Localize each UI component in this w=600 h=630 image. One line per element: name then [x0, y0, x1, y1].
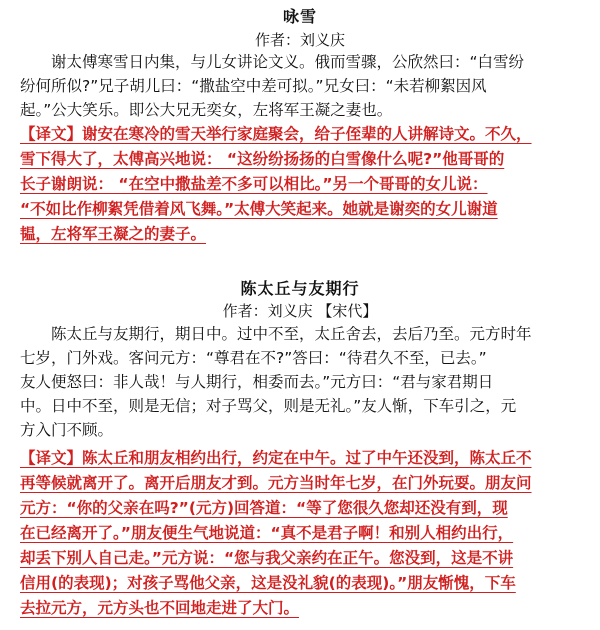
poem2-translation-line: 在已经离开了。”朋友便生气地说道：“真不是君子啊！和别人相约出行，	[20, 524, 514, 542]
poem2-translation-line: 再等候就离开了。离开后朋友才到。元方当时年七岁，在门外玩耍。朋友问	[20, 474, 532, 492]
poem1-translation-line: 长子谢朗说： “在空中撒盐差不多可以相比。”另一个哥哥的女儿说：	[20, 175, 488, 193]
poem2-author: 作者：刘义庆 【宋代】	[222, 302, 378, 320]
poem2-text-line: 中。日中不至，则是无信；对子骂父，则是无礼。”友人惭，下车引之，元	[20, 397, 517, 415]
poem1-translation-tag: 【译文】	[20, 125, 83, 143]
poem2-text-line: 七岁，门外戏。客问元方：“尊君在不?”答曰：“待君久不至，已去。”	[20, 349, 487, 367]
poem2-translation-line	[20, 447, 585, 469]
poem1-text-line: 纷何所似?”兄子胡儿曰：“撒盐空中差可拟。”兄女曰：“未若柳絮因风	[20, 77, 487, 95]
poem1-text-line: 起。”公大笑乐。即公大兄无奕女，左将军王凝之妻也。	[20, 101, 393, 119]
poem1-translation-line: 雪下得大了，太傅高兴地说： “这纷纷扬扬的白雪像什么呢?”他哥哥的	[20, 150, 505, 168]
poem2-translation-text: 陈太丘和朋友相约出行，约定在中午。过了中午还没到，陈太丘不	[82, 449, 532, 467]
poem1-translation-line: 韫，左将军王凝之的妻子。	[20, 225, 207, 243]
poem2-text-line: 方入门不顾。	[20, 421, 114, 439]
poem1-translation-line	[20, 123, 585, 145]
poem1-translation-line: “不如比作柳絮凭借着风飞舞。”太傅大笑起来。她就是谢奕的女儿谢道	[20, 200, 498, 218]
poem2-translation-tag: 【译文】	[20, 449, 83, 467]
poem1-text-line: 谢太傅寒雪日内集，与儿女讲论文义。俄而雪骤，公欣然曰：“白雪纷	[20, 53, 525, 71]
poem1-title: 咏雪	[282, 7, 317, 26]
poem2-translation-line: 却丢下别人自己走。”元方说：“您与我父亲约在正午。您没到，这是不讲	[20, 549, 514, 567]
poem2-translation-line: 信用(的表现)；对孩子骂他父亲，这是没礼貌(的表现)。”朋友惭愧，下车	[20, 574, 516, 592]
poem2-text-line: 陈太丘与友期行，期日中。过中不至，太丘舍去，去后乃至。元方时年	[20, 325, 532, 343]
poem2-text-line: 友人便怒曰：非人哉！与人期行，相委而去。”元方曰：“君与家君期日	[20, 373, 494, 391]
poem1-author: 作者：刘义庆	[254, 31, 345, 49]
poem2-translation-line: 去拉元方，元方头也不回地走进了大门。	[20, 599, 300, 617]
poem1-translation-text: 谢安在寒冷的雪天举行家庭聚会，给子侄辈的人讲解诗文。不久，	[82, 125, 532, 143]
poem2-translation-line: 元方：“你的父亲在吗?”(元方)回答道：“等了您很久您却还没有到，现	[20, 499, 508, 517]
poem2-title: 陈太丘与友期行	[240, 279, 360, 298]
